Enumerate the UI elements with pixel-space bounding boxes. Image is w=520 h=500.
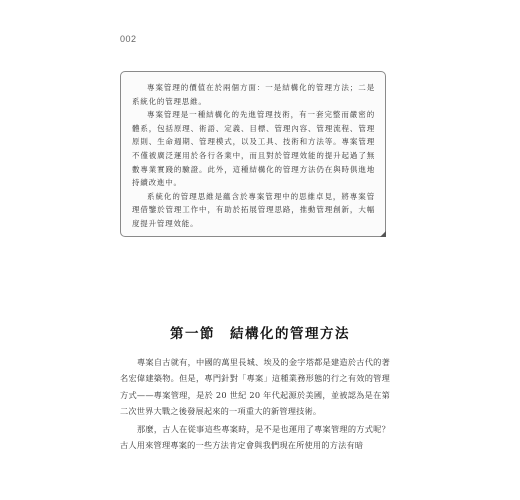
summary-callout-box [120, 71, 386, 237]
body-paragraph-2: 那麼，古人在從事這些專案時，是不是也運用了專案管理的方式呢？古人用來管理專案的一些方法肯定會與我們現在所使用的方法有暗 [120, 424, 390, 451]
callout-paragraph-2: 專案管理是一種結構化的先進管理技術，有一套完整而嚴密的體系，包括原理、術語、定義、目標、管理內容、管理流程、管理原則、生命週期、管理模式，以及工具、技術和方法等。專案管理不僅被廣泛運用於各行各業中，而且對於管理效能的提升起過了無數專業實踐的驗證。此外，這種結構化的管理方法仍在與時俱進地持續改進中。 [132, 110, 375, 188]
section-title: 第一節 結構化的管理方法 [170, 326, 350, 343]
callout-paragraph-1: 專案管理的價值在於兩個方面：一是結構化的管理方法；二是系統化的管理思維。 [132, 83, 375, 106]
body-text [120, 354, 390, 454]
page-number: 002 [120, 34, 137, 44]
callout-paragraph-3: 系統化的管理思維是蘊含於專案管理中的思維卓見，將專案管理借鑒於管理工作中，有助於拓展管理思路，推動管理創新，大幅度提升管理效能。 [132, 191, 375, 228]
body-paragraph-1: 專案自古就有，中國的萬里長城、埃及的金字塔都是建造於古代的著名宏偉建築物。但是，專門針對「專案」這種業務形態的行之有效的管理方式——專案管理，是於 20 世紀 20 年代起源於美國，並被認為是在第二次世界大戰之後發展起來的一項重大的新管理技術。 [120, 357, 390, 416]
page-fold-corner-icon [380, 231, 386, 237]
